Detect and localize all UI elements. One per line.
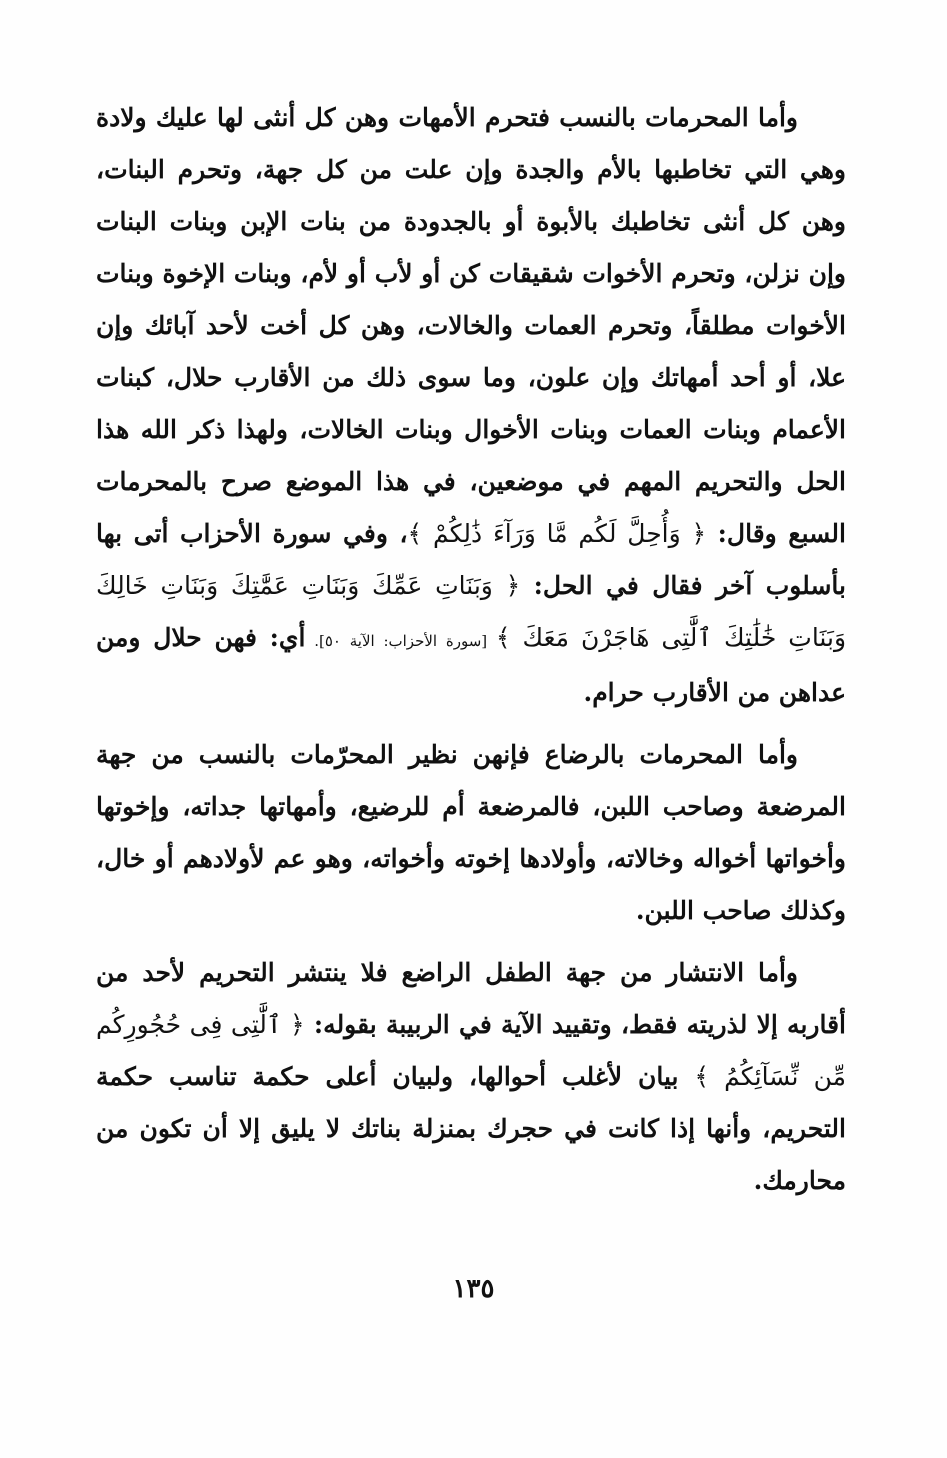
paragraph-text: وأما المحرمات بالرضاع فإنهن نظير المحرّمات بالنسب من جهة المرضعة وصاحب اللبن، فالمرضعة أم للرضيع، وأمهاتها جداته، وإخوتها وأخواتها أخواله وخالاته، وأولادها إخوته وأخواته، وهو عم لأولادهم أو خال، وكذلك صاحب اللبن. xyxy=(96,740,846,925)
paragraph-text: أي: فهن حلال ومن عداهن من الأقارب حرام. xyxy=(96,623,846,707)
quran-verse: ﴿ وَأُحِلَّ لَكُم مَّا وَرَآءَ ذَٰلِكُمْ ﴾ xyxy=(407,519,707,548)
verse-reference: [سورة الأحزاب: الآية ٥٠]. xyxy=(305,632,496,650)
paragraph-text: وأما المحرمات بالنسب فتحرم الأمهات وهن كل أنثى لها عليك ولادة وهي التي تخاطبها بالأم والجدة وإن علت من كل جهة، وتحرم البنات، وهن كل أنثى تخاطبك بالأبوة أو بالجدودة من بنات الإبن وبنات البنات وإن نزلن، وتحرم الأخوات شقيقات كن أو لأب أو لأم، وبنات الإخوة وبنات الأخوات مطلقاً، وتحرم العمات والخالات، وهن كل أخت لأحد آبائك وإن علا، أو أحد أمهاتك وإن علون، وما سوى ذلك من الأقارب حلال، كبنات الأعمام وبنات العمات وبنات الأخوال وبنات الخالات، ولهذا ذكر الله هذا الحل والتحريم المهم في موضعين، في هذا الموضع صرح بالمحرمات السبع وقال: xyxy=(96,103,846,548)
quran-verse: ﴿ وَبَنَاتِ عَمِّكَ وَبَنَاتِ عَمَّٰتِكَ وَبَنَاتِ خَالِكَ وَبَنَاتِ خَٰلَٰتِكَ ٱلَّٰتِى هَاجَرْنَ مَعَكَ ﴾ xyxy=(96,571,847,652)
paragraph-kinship-prohibitions xyxy=(96,92,846,719)
paragraph-text: وأما الانتشار من جهة الطفل الراضع فلا ينتشر التحريم لأحد من أقاربه إلا لذريته فقط، وتقييد الآية في الربيبة بقوله: xyxy=(96,958,846,1039)
paragraph-infant-spread xyxy=(96,947,846,1207)
paragraph-text: ، وفي سورة الأحزاب أتى بها بأسلوب آخر فقال في الحل: xyxy=(96,519,846,600)
body-text xyxy=(96,92,846,1217)
page-number: ١٣٥ xyxy=(452,1274,495,1304)
paragraph-text: بيان لأغلب أحوالها، ولبيان أعلى حكمة تناسب حكمة التحريم، وأنها إذا كانت في حجرك بمنزلة بناتك لا يليق إلا أن تكون من محارمك. xyxy=(96,1062,846,1195)
paragraph-nursing-prohibitions xyxy=(96,729,846,937)
quran-verse: ﴿ ٱلَّٰتِى فِى حُجُورِكُم مِّن نِّسَآئِكُمُ ﴾ xyxy=(96,1010,846,1091)
